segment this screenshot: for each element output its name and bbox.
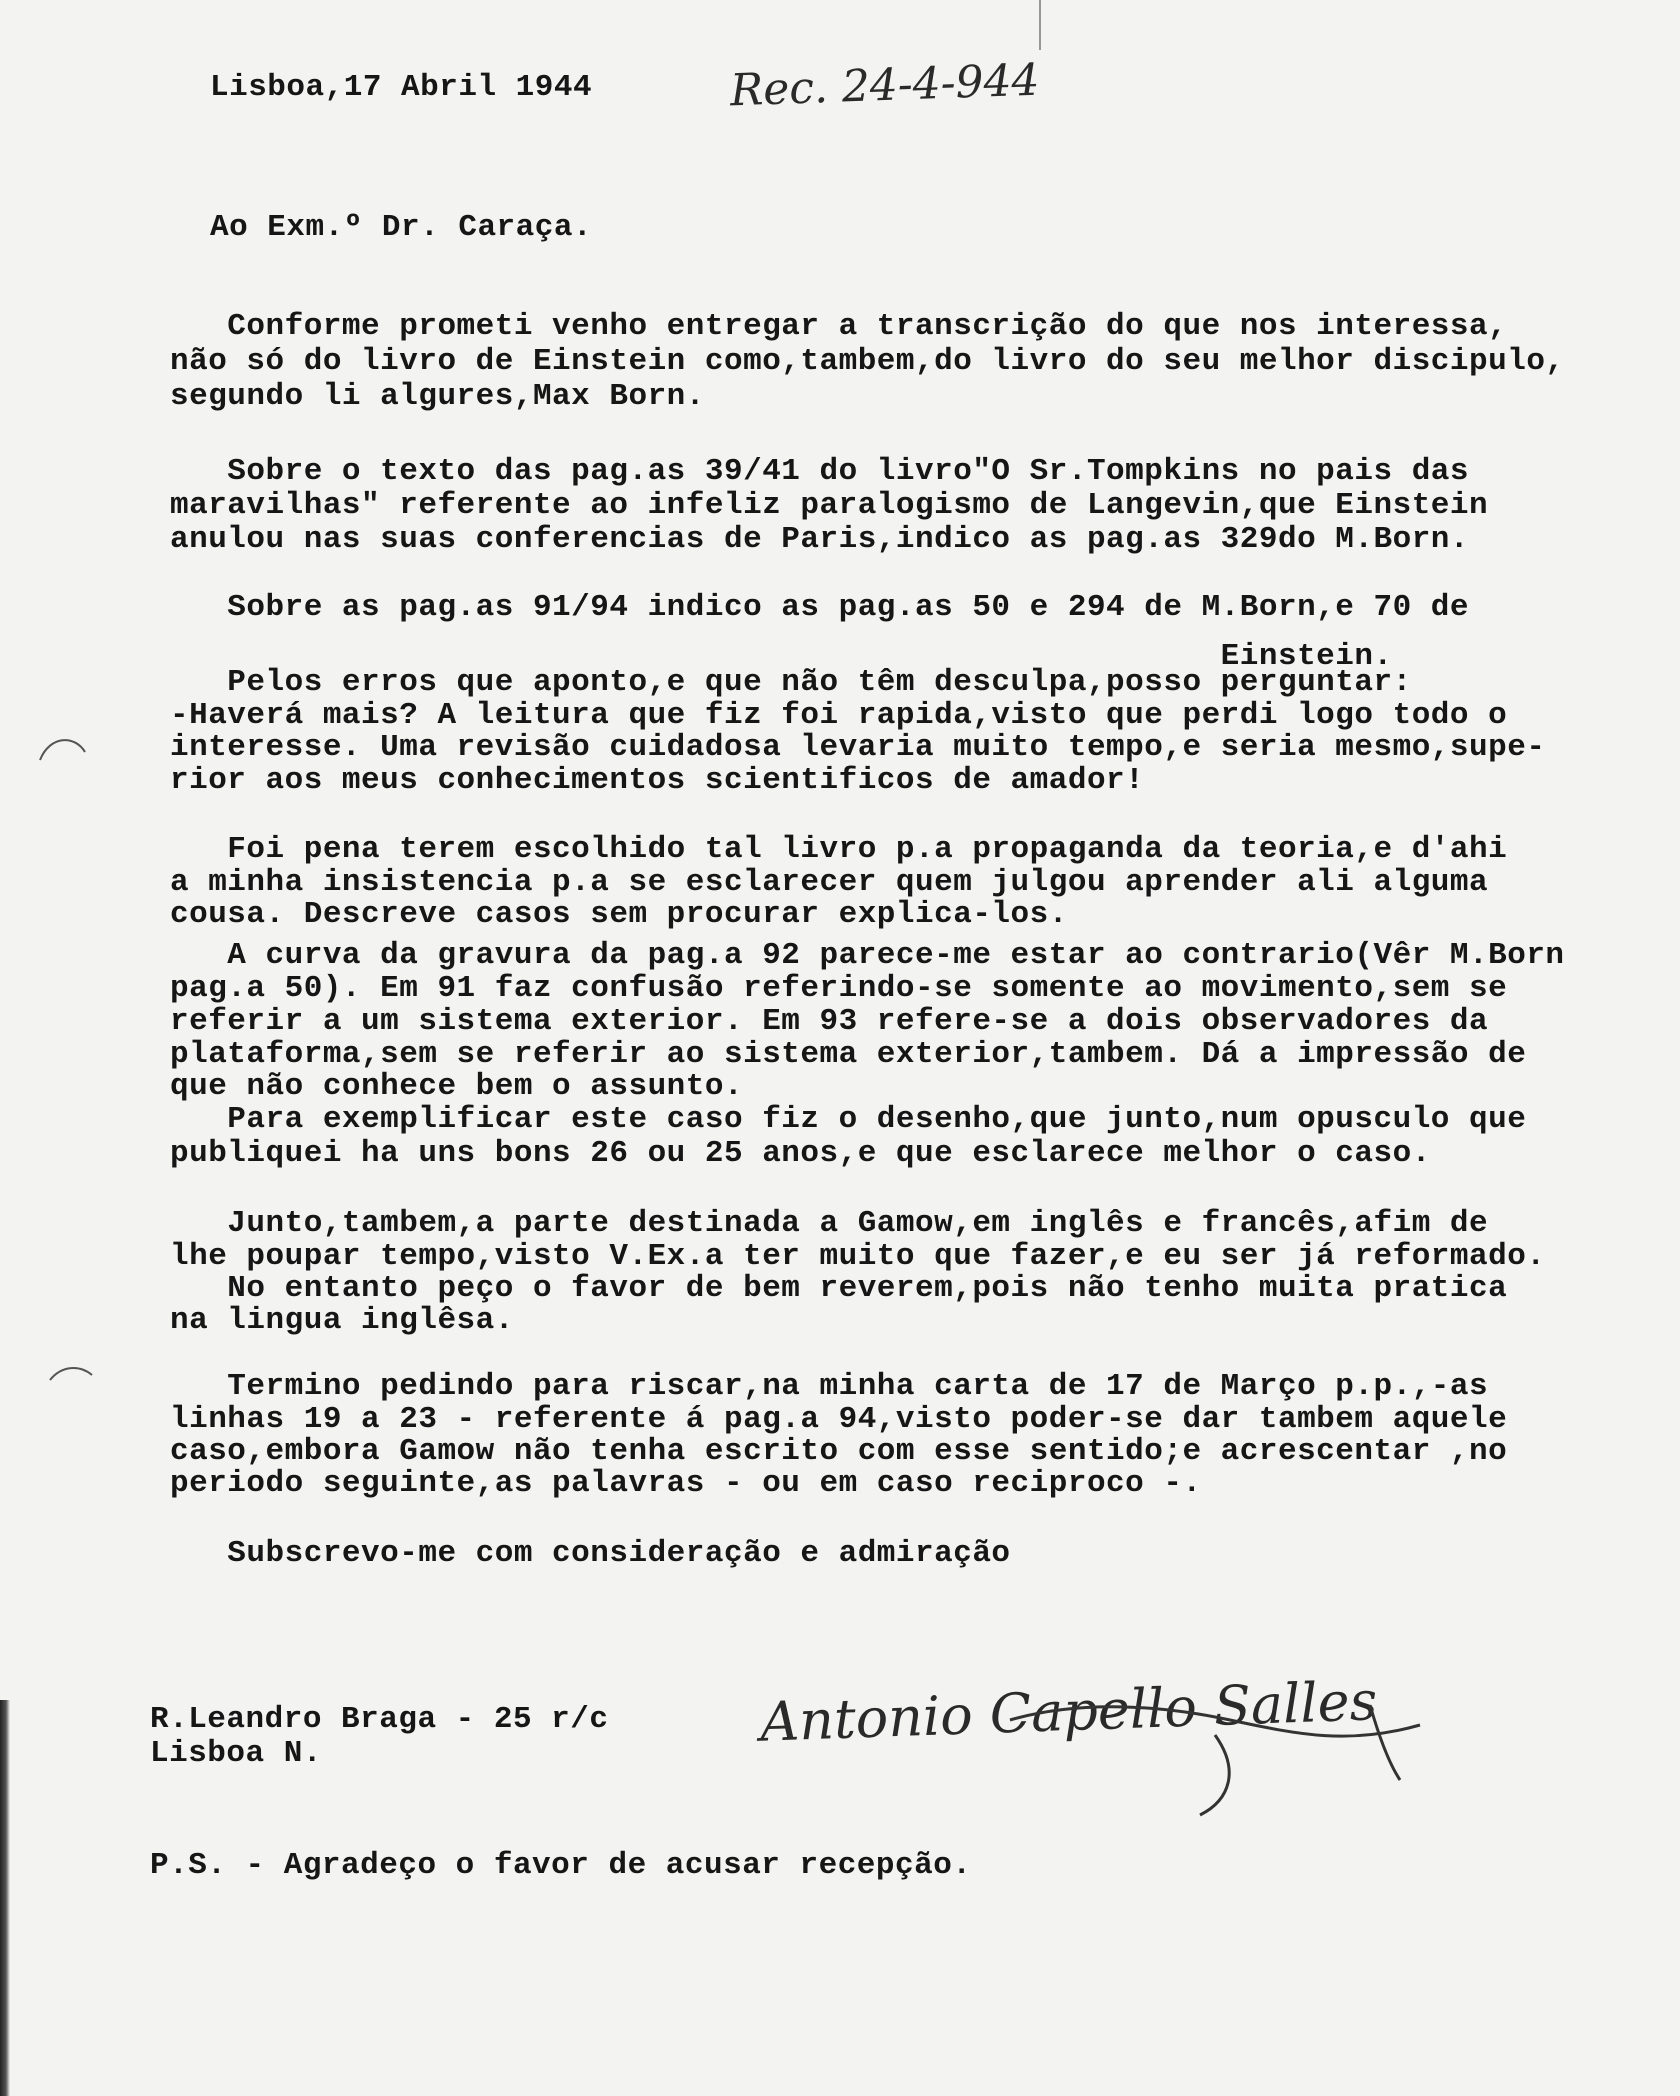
body-line: que não conhece bem o assunto. xyxy=(170,1069,744,1104)
body-line: caso,embora Gamow não tenha escrito com esse sentido;e acrescentar ,no xyxy=(170,1434,1508,1469)
body-line: -Haverá mais? A leitura que fiz foi rapida,visto que perdi logo todo o xyxy=(170,698,1508,733)
handwritten-received-note: Rec. 24-4-944 xyxy=(729,54,1041,117)
body-line: pag.a 50). Em 91 faz confusão referindo-se somente ao movimento,sem se xyxy=(170,971,1508,1006)
body-line: interesse. Uma revisão cuidadosa levaria muito tempo,e seria mesmo,supe- xyxy=(170,730,1546,765)
body-line: não só do livro de Einstein como,tambem,do livro do seu melhor discipulo, xyxy=(170,344,1565,379)
letter-salutation: Ao Exm.º Dr. Caraça. xyxy=(210,210,593,245)
body-line: Sobre as pag.as 91/94 indico as pag.as 50 e 294 de M.Born,e 70 de xyxy=(170,590,1470,625)
body-line: lhe poupar tempo,visto V.Ex.a ter muito que fazer,e eu ser já reformado. xyxy=(170,1239,1546,1274)
letter-date: Lisboa,17 Abril 1944 xyxy=(210,70,593,105)
body-line: Junto,tambem,a parte destinada a Gamow,em inglês e francês,afim de xyxy=(170,1206,1489,1241)
body-line: rior aos meus conhecimentos scientificos de amador! xyxy=(170,763,1145,798)
body-line: Termino pedindo para riscar,na minha carta de 17 de Março p.p.,-as xyxy=(170,1369,1489,1404)
body-line: segundo li algures,Max Born. xyxy=(170,379,705,414)
body-line: Subscrevo-me com consideração e admiração xyxy=(170,1536,1011,1571)
body-line: Conforme prometi venho entregar a transcrição do que nos interessa, xyxy=(170,309,1508,344)
handwritten-signature: Antonio Capello Salles xyxy=(759,1669,1379,1754)
body-line: A curva da gravura da pag.a 92 parece-me estar ao contrario(Vêr M.Born xyxy=(170,938,1565,973)
body-line: periodo seguinte,as palavras - ou em caso reciproco -. xyxy=(170,1466,1202,1501)
body-line: cousa. Descreve casos sem procurar explica-los. xyxy=(170,897,1068,932)
postscript: P.S. - Agradeço o favor de acusar recepção. xyxy=(150,1848,972,1883)
body-line: Para exemplificar este caso fiz o desenho,que junto,num opusculo que xyxy=(170,1102,1527,1137)
body-line: a minha insistencia p.a se esclarecer quem julgou aprender ali alguma xyxy=(170,865,1489,900)
body-line: linhas 19 a 23 - referente á pag.a 94,visto poder-se dar tambem aquele xyxy=(170,1402,1508,1437)
sender-address-street: R.Leandro Braga - 25 r/c xyxy=(150,1702,609,1737)
body-line: Einstein. xyxy=(170,639,1393,674)
sender-address-city: Lisboa N. xyxy=(150,1736,322,1771)
body-line: na lingua inglêsa. xyxy=(170,1303,514,1338)
body-line: No entanto peço o favor de bem reverem,pois não tenho muita pratica xyxy=(170,1271,1508,1306)
body-line: Sobre o texto das pag.as 39/41 do livro"O Sr.Tompkins no pais das xyxy=(170,454,1470,489)
body-line: plataforma,sem se referir ao sistema exterior,tambem. Dá a impressão de xyxy=(170,1037,1527,1072)
body-line: Pelos erros que aponto,e que não têm desculpa,posso perguntar: xyxy=(170,665,1412,700)
body-line: publiquei ha uns bons 26 ou 25 anos,e que esclarece melhor o caso. xyxy=(170,1136,1431,1171)
body-line: referir a um sistema exterior. Em 93 refere-se a dois observadores da xyxy=(170,1004,1489,1039)
body-line: Foi pena terem escolhido tal livro p.a propaganda da teoria,e d'ahi xyxy=(170,832,1508,867)
body-line: anulou nas suas conferencias de Paris,indico as pag.as 329do M.Born. xyxy=(170,522,1470,557)
body-line: maravilhas" referente ao infeliz paralogismo de Langevin,que Einstein xyxy=(170,488,1489,523)
